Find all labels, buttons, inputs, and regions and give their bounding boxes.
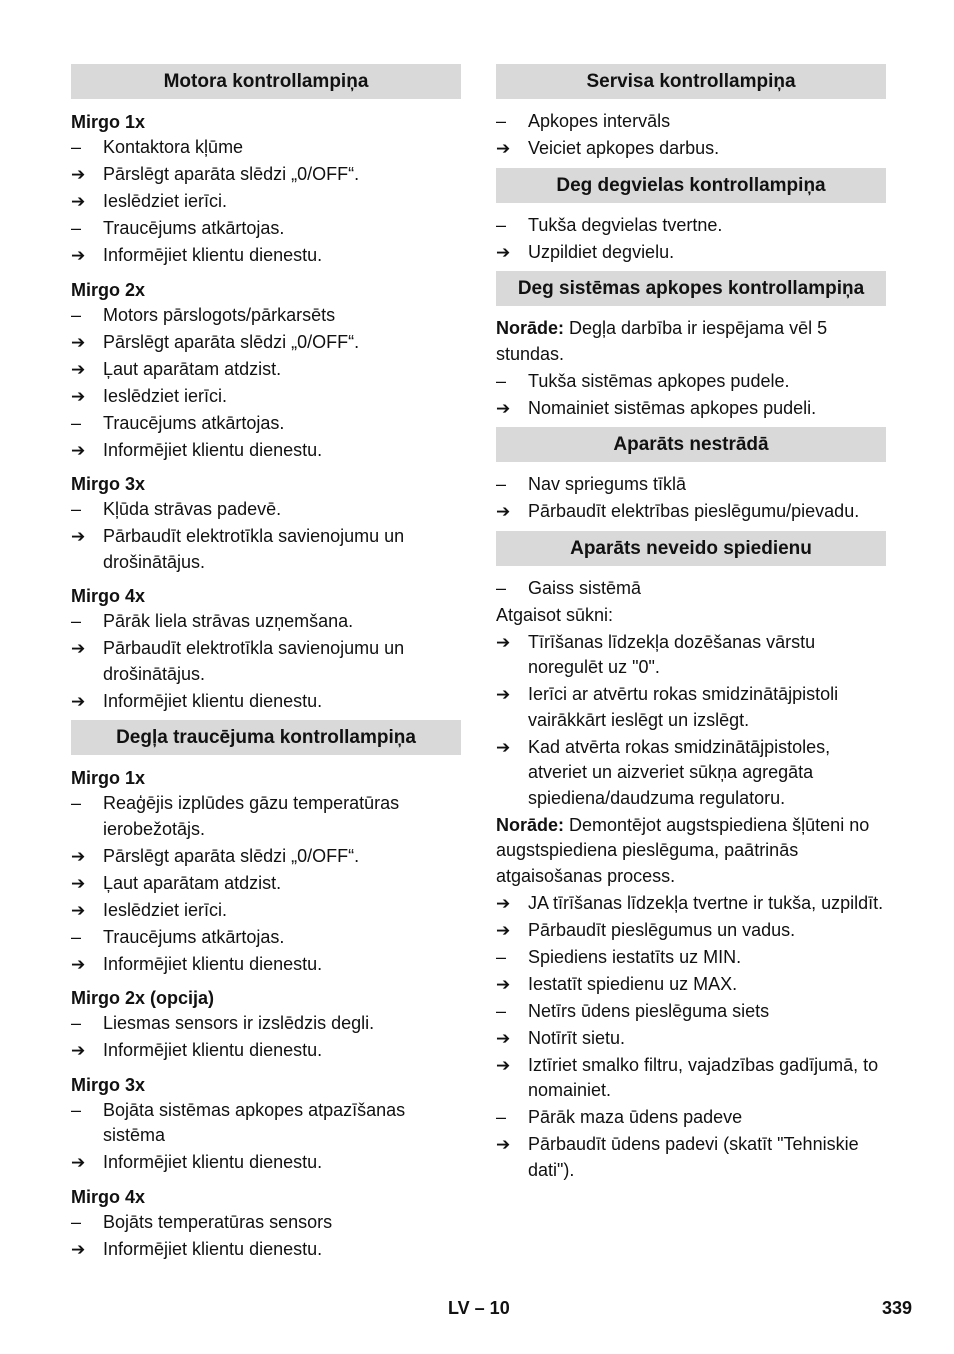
arrow-icon: ➔ [496,139,511,158]
footer-language-page: LV – 10 [448,1298,510,1318]
list-item: – Pārāk liela strāvas uzņemšana. [71,609,461,635]
list-item: ➔ Pārslēgt aparāta slēdzi „0/OFF“. [71,844,461,870]
list-item: ➔ Kad atvērta rokas smidzinātājpistoles, atveriet un aizveriet sūkņa agregāta spiediena/daudzuma regulatoru. [496,736,831,808]
list-item: – Bojāts temperatūras sensors [71,1210,461,1236]
dash-marker: – [496,946,507,967]
list-item: – Traucējums atkārtojas. [71,411,461,437]
list-item: ➔ Ļaut aparātam atdzist. [71,871,461,897]
dash-marker: – [71,926,82,947]
section-header-motor-lamp: Motora kontrollampiņa [71,64,461,99]
dash-marker: – [71,793,82,813]
arrow-icon: ➔ [71,246,86,265]
right-column [496,64,886,1185]
dash-marker: – [496,474,507,494]
dash-marker: – [71,304,82,325]
list-item: – Tukša degvielas tvertne. [496,213,886,239]
page-number: 339 [881,1298,912,1318]
dash-marker: – [71,412,82,433]
list-item: – Liesmas sensors ir izslēdzis degli. [71,1011,461,1037]
arrow-icon: ➔ [496,1055,511,1075]
subheading-blink-4x: Mirgo 4x [71,586,146,606]
arrow-icon: ➔ [71,386,86,406]
section-header-fuel-lamp: Deg degvielas kontrollampiņa [496,168,886,203]
arrow-icon: ➔ [496,1028,511,1048]
note-paragraph: Norāde: Demontējot augstspiediena šļūteni no augstspiediena pieslēguma, paātrinās atgaisošanas process. [496,814,870,886]
subheading-blink-2x-option: Mirgo 2x (opcija) [71,988,215,1008]
arrow-icon: ➔ [496,974,511,994]
arrow-icon: ➔ [496,632,511,652]
arrow-icon: ➔ [496,242,511,262]
list-item: ➔ Nomainiet sistēmas apkopes pudeli. [496,396,886,422]
dash-marker: – [496,214,507,235]
list-item: ➔ Ieslēdziet ierīci. [71,189,461,215]
dash-marker: – [71,218,82,238]
list-item: ➔ Notīrīt sietu. [496,1026,886,1052]
dash-marker: – [71,499,82,519]
list-item: – Spiediens iestatīts uz MIN. [496,945,886,971]
list-item: – Bojāta sistēmas apkopes atpazīšanas sistēma [71,1099,406,1145]
dash-marker: – [71,1013,82,1033]
subheading-blink-4x: Mirgo 4x [71,1186,146,1207]
list-item: ➔ Ieslēdziet ierīci. [71,384,461,410]
list-item: ➔ Veiciet apkopes darbus. [496,136,886,162]
list-item: ➔ Informējiet klientu dienestu. [71,1038,461,1064]
arrow-icon: ➔ [71,873,86,893]
arrow-icon: ➔ [71,954,86,974]
section-header-system-care-lamp: Deg sistēmas apkopes kontrollampiņa [496,271,886,306]
subheading-blink-2x: Mirgo 2x [71,279,146,300]
list-item: – Gaiss sistēmā [496,576,886,602]
list-item: ➔ Tīrīšanas līdzekļa dozēšanas vārstu noregulēt uz "0". [496,631,816,677]
arrow-icon: ➔ [496,920,511,940]
list-item: – Reaģējis izplūdes gāzu temperatūras ierobežotājs. [71,793,400,839]
section-header-not-working: Aparāts nestrādā [496,427,886,462]
list-item: ➔ Pārbaudīt pieslēgumus un vadus. [496,918,886,944]
arrow-icon: ➔ [71,639,86,658]
dash-marker: – [71,137,82,157]
arrow-icon: ➔ [71,440,86,460]
dash-marker: – [71,611,82,631]
list-item: ➔ Informējiet klientu dienestu. [71,438,461,464]
arrow-icon: ➔ [71,165,86,184]
arrow-icon: ➔ [71,332,86,352]
dash-marker: – [71,1099,82,1120]
arrow-icon: ➔ [71,1041,86,1060]
list-item: ➔ Uzpildiet degvielu. [496,240,886,266]
list-item: ➔ Iestatīt spiedienu uz MAX. [496,972,886,998]
list-item: – Traucējums atkārtojas. [71,216,461,242]
arrow-icon: ➔ [496,398,511,418]
note-label: Norāde: [496,814,565,835]
list-item: – Apkopes intervāls [496,109,886,135]
list-item: – Pārāk maza ūdens padeve [496,1105,886,1131]
list-item: ➔ Pārslēgt aparāta slēdzi „0/OFF“. [71,330,461,356]
arrow-icon: ➔ [71,846,86,866]
subheading-blink-1x: Mirgo 1x [71,112,146,132]
dash-marker: – [496,370,507,391]
list-item: ➔ Pārbaudīt elektrības pieslēgumu/pievadu. [496,499,886,525]
arrow-icon: ➔ [496,893,511,913]
list-item: – Motors pārslogots/pārkarsēts [71,303,461,329]
arrow-icon: ➔ [71,527,86,546]
list-item: – Tukša sistēmas apkopes pudele. [496,369,886,395]
list-item: – Kontaktora kļūme [71,135,461,161]
section-header-service-lamp: Servisa kontrollampiņa [496,64,886,99]
dash-marker: – [496,577,507,598]
section-header-burner-lamp: Degļa traucējuma kontrollampiņa [71,720,461,755]
dash-marker: – [496,111,507,131]
list-item: ➔ Pārbaudīt elektrotīkla savienojumu un drošinātājus. [71,638,405,684]
arrow-icon: ➔ [71,900,86,920]
dash-marker: – [496,1107,507,1127]
list-item: ➔ Informējiet klientu dienestu. [71,1237,461,1263]
list-item: – Netīrs ūdens pieslēguma siets [496,999,886,1025]
dash-marker: – [71,1211,82,1232]
dash-marker: – [496,1000,507,1021]
list-item: ➔ Pārslēgt aparāta slēdzi „0/OFF“. [71,162,461,188]
list-item: ➔ Iztīriet smalko filtru, vajadzības gadījumā, to nomainiet. [496,1054,879,1100]
note-label: Norāde: [496,318,565,338]
list-item: ➔ Pārbaudīt elektrotīkla savienojumu un drošinātājus. [71,526,405,572]
section-header-no-pressure: Aparāts neveido spiedienu [496,531,886,566]
list-item: – Nav spriegums tīklā [496,472,886,498]
arrow-icon: ➔ [71,359,86,379]
subheading-blink-1x: Mirgo 1x [71,768,146,788]
list-item: ➔ Pārbaudīt ūdens padevi (skatīt "Tehniskie dati"). [496,1134,859,1180]
list-item: ➔ Informējiet klientu dienestu. [71,1150,461,1176]
arrow-icon: ➔ [71,1153,86,1172]
list-item: ➔ Ierīci ar atvērtu rokas smidzinātājpistoli vairākkārt ieslēgt un izslēgt. [496,684,839,730]
list-item: ➔ Ieslēdziet ierīci. [71,898,461,924]
arrow-icon: ➔ [496,685,511,704]
list-item: ➔ Informējiet klientu dienestu. [71,689,461,715]
arrow-icon: ➔ [71,1239,86,1259]
vent-pump-paragraph: Atgaisot sūkni: [496,604,614,625]
note-paragraph: Norāde: Degļa darbība ir iespējama vēl 5 stundas. [496,318,828,364]
list-item: – Kļūda strāvas padevē. [71,497,461,523]
list-item: – Traucējums atkārtojas. [71,925,461,951]
list-item: ➔ JA tīrīšanas līdzekļa tvertne ir tukša, uzpildīt. [496,891,886,917]
left-column [71,64,461,1264]
page-footer [0,1298,954,1322]
arrow-icon: ➔ [496,502,511,521]
subheading-blink-3x: Mirgo 3x [71,474,146,494]
list-item: ➔ Informējiet klientu dienestu. [71,952,461,978]
list-item: ➔ Ļaut aparātam atdzist. [71,357,461,383]
arrow-icon: ➔ [71,192,86,211]
subheading-blink-3x: Mirgo 3x [71,1074,146,1095]
arrow-icon: ➔ [496,1135,511,1154]
arrow-icon: ➔ [496,737,511,757]
list-item: ➔ Informējiet klientu dienestu. [71,243,461,269]
arrow-icon: ➔ [71,691,86,711]
